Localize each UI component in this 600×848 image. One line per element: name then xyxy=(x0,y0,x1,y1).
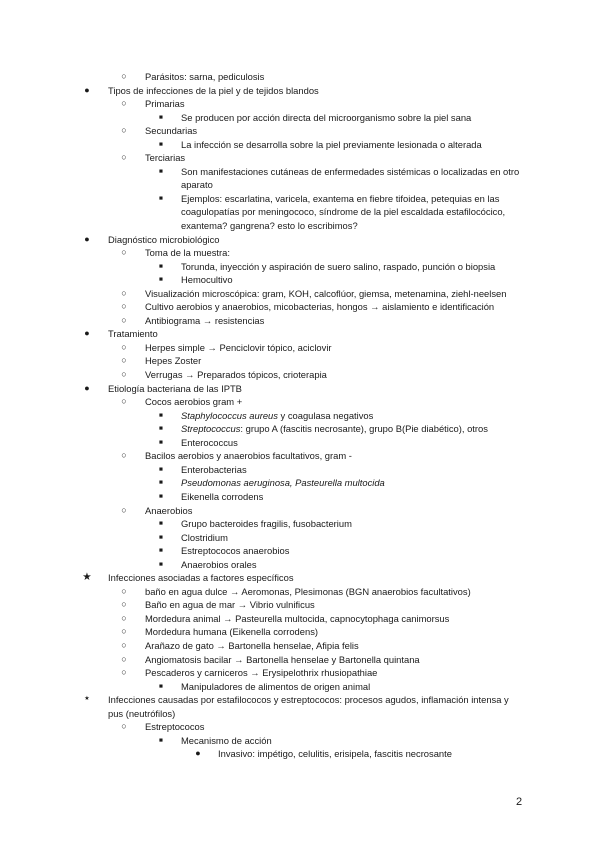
disc-bullet-icon: ● xyxy=(84,382,90,393)
square-bullet-icon: ■ xyxy=(159,492,163,500)
list-item-text: Manipuladores de alimentos de origen animal xyxy=(181,680,371,692)
list-item xyxy=(0,585,600,599)
list-item xyxy=(0,531,600,545)
square-bullet-icon: ■ xyxy=(159,736,163,744)
circle-bullet-icon: ○ xyxy=(121,667,127,678)
small_star-bullet-icon: ★ xyxy=(84,696,90,703)
list-item-text: Torunda, inyección y aspiración de suero salino, raspado, punción o biopsia xyxy=(181,260,496,272)
list-item xyxy=(0,314,600,328)
list-item-text: Terciarias xyxy=(145,152,186,164)
list-item-text: Estreptococos anaerobios xyxy=(181,545,290,557)
disc-bullet-icon: ● xyxy=(84,328,90,339)
circle-bullet-icon: ○ xyxy=(121,71,127,81)
list-item xyxy=(0,260,600,274)
list-item xyxy=(0,246,600,260)
circle-bullet-icon: ○ xyxy=(121,599,127,610)
square-bullet-icon: ■ xyxy=(159,465,163,473)
circle-bullet-icon: ○ xyxy=(121,125,127,136)
list-item-text: Pescaderos y carniceros → Erysipelothrix rhusiopathiae xyxy=(145,667,378,679)
star-bullet-icon: ★ xyxy=(82,571,92,584)
list-item xyxy=(0,490,600,504)
list-item xyxy=(0,463,600,477)
list-item xyxy=(0,382,600,396)
circle-bullet-icon: ○ xyxy=(121,152,127,163)
list-item xyxy=(0,97,600,111)
list-item-text: Invasivo: impétigo, celulitis, erisipela, fascitis necrosante xyxy=(218,748,452,760)
list-item-text: Se producen por acción directa del microorganismo sobre la piel sana xyxy=(181,111,472,123)
list-item-text: Eikenella corrodens xyxy=(181,490,264,502)
list-item-text: Mordedura animal → Pasteurella multocida, capnocytophaga canimorsus xyxy=(145,612,450,624)
list-item xyxy=(0,666,600,680)
list-item-text: baño en agua dulce → Aeromonas, Plesimonas (BGN anaerobios facultativos) xyxy=(145,585,471,597)
square-bullet-icon: ■ xyxy=(159,560,163,568)
list-item xyxy=(0,734,600,748)
list-item xyxy=(0,558,600,572)
list-item xyxy=(0,571,600,585)
list-item-text: Toma de la muestra: xyxy=(145,247,230,259)
list-item xyxy=(0,747,600,761)
list-item-text: Anaerobios orales xyxy=(181,558,257,570)
list-item-text: Tratamiento xyxy=(108,328,158,340)
list-item xyxy=(0,138,600,152)
square-bullet-icon: ■ xyxy=(159,262,163,270)
circle-bullet-icon: ○ xyxy=(121,247,127,258)
list-item xyxy=(0,639,600,653)
list-item xyxy=(0,693,600,720)
list-item-text: Son manifestaciones cutáneas de enfermedades sistémicas o localizadas en otro aparato xyxy=(181,165,520,191)
list-item xyxy=(0,598,600,612)
disc-bullet-icon: ● xyxy=(84,233,90,244)
circle-bullet-icon: ○ xyxy=(121,626,127,637)
list-item xyxy=(0,436,600,450)
list-item-text: Diagnóstico microbiológico xyxy=(108,233,220,245)
circle-bullet-icon: ○ xyxy=(121,314,127,325)
square-bullet-icon: ■ xyxy=(159,140,163,148)
disc-bullet-icon: ● xyxy=(195,748,201,759)
page-number: 2 xyxy=(516,796,523,808)
list-item-text: Hemocultivo xyxy=(181,274,233,286)
document-body xyxy=(0,70,600,761)
square-bullet-icon: ■ xyxy=(159,438,163,446)
list-item xyxy=(0,287,600,301)
square-bullet-icon: ■ xyxy=(159,520,163,528)
circle-bullet-icon: ○ xyxy=(121,301,127,312)
list-item xyxy=(0,504,600,518)
list-item xyxy=(0,70,600,84)
circle-bullet-icon: ○ xyxy=(121,450,127,461)
list-item-text: Angiomatosis bacilar → Bartonella henselae y Bartonella quintana xyxy=(145,653,420,665)
list-item xyxy=(0,625,600,639)
square-bullet-icon: ■ xyxy=(159,411,163,419)
list-item xyxy=(0,544,600,558)
list-item xyxy=(0,111,600,125)
list-item-text xyxy=(181,422,524,436)
square-bullet-icon: ■ xyxy=(159,547,163,555)
list-item-text: Anaerobios xyxy=(145,504,193,516)
list-item-text: Etiología bacteriana de las IPTB xyxy=(108,382,242,394)
list-item-text: Herpes simple → Penciclovir tópico, aciclovir xyxy=(145,341,332,353)
list-item-rest-text: : grupo A (fascitis necrosante), grupo B(Pie diabético), otros xyxy=(240,423,488,435)
list-item-text: Enterobacterias xyxy=(181,463,247,475)
list-item xyxy=(0,192,600,233)
list-item xyxy=(0,327,600,341)
list-item-text: Cultivo aerobios y anaerobios, micobacterias, hongos → aislamiento e identificación xyxy=(145,301,495,313)
square-bullet-icon: ■ xyxy=(159,167,163,175)
list-item xyxy=(0,680,600,694)
square-bullet-icon: ■ xyxy=(159,479,163,487)
list-item xyxy=(0,395,600,409)
circle-bullet-icon: ○ xyxy=(121,721,127,732)
list-item xyxy=(0,653,600,667)
circle-bullet-icon: ○ xyxy=(121,355,127,366)
list-item-text: Bacilos aerobios y anaerobios facultativos, gram - xyxy=(145,450,352,462)
list-item-text: La infección se desarrolla sobre la piel previamente lesionada o alterada xyxy=(181,138,482,150)
list-item-italic-text: Staphylococcus aureus xyxy=(181,409,278,421)
square-bullet-icon: ■ xyxy=(159,425,163,433)
list-item-rest-text: y coagulasa negativos xyxy=(277,409,374,421)
list-item xyxy=(0,409,600,423)
circle-bullet-icon: ○ xyxy=(121,369,127,380)
square-bullet-icon: ■ xyxy=(159,533,163,541)
list-item-text: Arañazo de gato → Bartonella henselae, Afipia felis xyxy=(145,639,359,651)
list-item-text: Infecciones causadas por estafilococos y estreptococos: procesos agudos, inflamación intensa y pus (neutrófilos) xyxy=(108,694,509,719)
square-bullet-icon: ■ xyxy=(159,276,163,284)
list-item xyxy=(0,720,600,734)
list-item xyxy=(0,124,600,138)
circle-bullet-icon: ○ xyxy=(121,653,127,664)
list-item xyxy=(0,341,600,355)
list-item xyxy=(0,422,600,436)
list-item xyxy=(0,300,600,314)
list-item-text: Enterococcus xyxy=(181,436,238,448)
circle-bullet-icon: ○ xyxy=(121,585,127,596)
list-item-text: Mecanismo de acción xyxy=(181,734,272,746)
list-item-text: Visualización microscópica: gram, KOH, calcoflúor, giemsa, metenamina, ziehl-neelsen xyxy=(145,287,507,299)
list-item-text: Verrugas → Preparados tópicos, crioterapia xyxy=(145,369,327,381)
list-item xyxy=(0,233,600,247)
circle-bullet-icon: ○ xyxy=(121,287,127,298)
list-item-text: Infecciones asociadas a factores específicos xyxy=(108,572,294,584)
list-item xyxy=(0,151,600,165)
list-item-text: Secundarias xyxy=(145,125,198,137)
list-item xyxy=(0,612,600,626)
list-item-text: Cocos aerobios gram + xyxy=(145,396,243,408)
list-item-text: Tipos de infecciones de la piel y de tejidos blandos xyxy=(108,84,319,96)
square-bullet-icon: ■ xyxy=(159,194,163,202)
list-item-text: Primarias xyxy=(145,98,185,110)
circle-bullet-icon: ○ xyxy=(121,504,127,515)
list-item-text: Clostridium xyxy=(181,531,228,543)
circle-bullet-icon: ○ xyxy=(121,98,127,109)
list-item-text: Grupo bacteroides fragilis, fusobacterium xyxy=(181,518,352,530)
list-item xyxy=(0,449,600,463)
circle-bullet-icon: ○ xyxy=(121,396,127,407)
disc-bullet-icon: ● xyxy=(84,84,90,95)
list-item xyxy=(0,84,600,98)
list-item-text: Antibiograma → resistencias xyxy=(145,314,265,326)
circle-bullet-icon: ○ xyxy=(121,612,127,623)
list-item-text: Mordedura humana (Eikenella corrodens) xyxy=(145,626,319,638)
list-item-text: Ejemplos: escarlatina, varicela, exantema en fiebre tifoidea, petequias en las coagulopatías por meningococo, síndrome de la piel escaldada estafilocócico, exantema? gangrena? esto lo escribimos? xyxy=(181,192,506,232)
list-item xyxy=(0,476,600,490)
list-item-text: Baño en agua de mar → Vibrio vulnificus xyxy=(145,599,315,611)
list-item-text xyxy=(181,476,524,490)
list-item xyxy=(0,165,600,192)
list-item-italic-text: Pseudomonas aeruginosa, Pasteurella multocida xyxy=(181,477,385,489)
list-item-text: Hepes Zoster xyxy=(145,355,202,367)
square-bullet-icon: ■ xyxy=(159,113,163,121)
list-item-text xyxy=(181,409,524,423)
list-item xyxy=(0,517,600,531)
circle-bullet-icon: ○ xyxy=(121,341,127,352)
circle-bullet-icon: ○ xyxy=(121,639,127,650)
list-item xyxy=(0,368,600,382)
list-item-text: Parásitos: sarna, pediculosis xyxy=(145,71,265,82)
list-item xyxy=(0,354,600,368)
list-item xyxy=(0,273,600,287)
square-bullet-icon: ■ xyxy=(159,682,163,690)
list-item-text: Estreptococos xyxy=(145,721,205,733)
list-item-italic-text: Streptococcus xyxy=(181,423,241,435)
